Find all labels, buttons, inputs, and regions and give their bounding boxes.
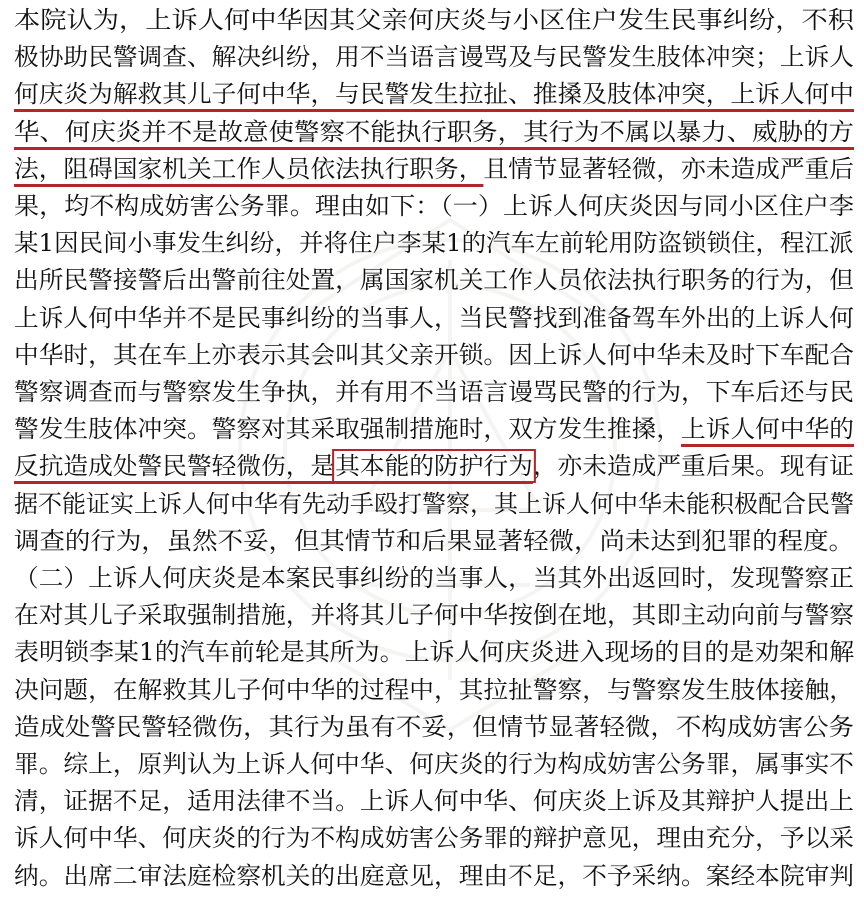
text-segment: 本院认为，上诉人何中华因其父亲何庆炎与小区住户发生民事纠纷，不积 — [14, 6, 854, 34]
text-line — [14, 149, 854, 189]
text-segment: 果，均不构成妨害公务罪。理由如下：（一）上诉人何庆炎因与同小区住户李 — [14, 192, 854, 220]
text-segment: 警发生肢体冲突。警察对其采取强制措施时，双方发生推搡， — [14, 415, 682, 444]
text-line — [14, 521, 854, 561]
underlined-text: 何庆炎为解救其儿子何中华，与民警发生拉扯、推搡及肢体冲突，上诉人何中 — [14, 80, 854, 109]
text-line — [14, 223, 854, 263]
text-line — [14, 856, 854, 896]
underlined-text: 反抗造成处警民警轻微伤，是 — [14, 452, 336, 481]
text-line — [14, 670, 854, 710]
text-line — [14, 298, 854, 338]
text-line — [14, 186, 854, 226]
text-line — [14, 632, 854, 672]
underlined-text: 法，阻碍国家机关工作人员依法执行职务， — [14, 154, 484, 183]
text-segment: 造成处警民警轻微伤，其行为虽有不妥，但情节显著轻微，不构成妨害公务 — [14, 712, 854, 741]
underlined-text: 华、何庆炎并不是故意使警察不能执行职务，其行为不属以暴力、威胁的方 — [14, 117, 854, 146]
text-segment: 表明锁李某1的汽车前轮是其所为。上诉人何庆炎进入现场的目的是劝架和解 — [14, 638, 855, 667]
text-segment: 决问题，在解救其儿子何中华的过程中，其拉扯警察，与警察发生肢体接触， — [14, 675, 854, 704]
text-line — [14, 558, 854, 598]
text-segment: 极协助民警调查、解决纠纷，用不当语言谩骂及与民警发生肢体冲突；上诉人 — [14, 43, 854, 72]
text-line — [14, 372, 854, 412]
text-line — [14, 707, 854, 747]
text-segment: 在对其儿子采取强制措施，并将其儿子何中华按倒在地，其即主动向前与警察 — [14, 601, 854, 630]
underlined-text: 其本能的防护行为 — [335, 452, 533, 481]
text-line — [14, 37, 854, 77]
text-line — [14, 818, 854, 858]
text-line — [14, 74, 854, 114]
text-segment: 上诉人何中华并不是民事纠纷的当事人，当民警找到准备驾车外出的上诉人何 — [14, 303, 854, 332]
text-line — [14, 446, 854, 486]
text-segment: 据不能证实上诉人何中华有先动手殴打警察，其上诉人何中华未能积极配合民警 — [14, 489, 854, 518]
text-line — [14, 484, 854, 524]
text-segment: 警察调查而与警察发生争执，并有用不当语言谩骂民警的行为，下车后还与民 — [14, 378, 854, 406]
text-segment: 清，证据不足，适用法律不当。上诉人何中华、何庆炎上诉及其辩护人提出上 — [14, 787, 854, 816]
text-segment: 出所民警接警后出警前往处置，属国家机关工作人员依法执行职务的行为，但 — [14, 266, 854, 295]
text-segment: 调查的行为，虽然不妥，但其情节和后果显著轻微，尚未达到犯罪的程度。 — [14, 526, 854, 555]
text-line — [14, 595, 854, 635]
text-segment: 中华时，其在车上亦表示其会叫其父亲开锁。因上诉人何中华未及时下车配合 — [14, 340, 854, 369]
text-segment: ，亦未造成严重后果。现有证 — [532, 452, 854, 481]
text-segment: 纳。出席二审法庭检察机关的出庭意见，理由不足，不予采纳。案经本院审判 — [14, 861, 854, 890]
text-line — [14, 0, 854, 40]
text-segment: 且情节显著轻微，亦未造成严重后 — [483, 154, 854, 183]
text-line — [14, 744, 854, 784]
text-line — [14, 409, 854, 449]
text-line — [14, 260, 854, 300]
text-segment: 诉人何中华、何庆炎的行为不构成妨害公务罪的辩护意见，理由充分，予以采 — [14, 824, 854, 853]
text-line — [14, 112, 854, 152]
text-line — [14, 781, 854, 821]
underlined-text: 上诉人何中华的 — [681, 415, 854, 444]
text-segment: 某1因民间小事发生纠纷，并将住户李某1的汽车左前轮用防盗锁锁住，程江派 — [14, 229, 854, 258]
text-segment: （二）上诉人何庆炎是本案民事纠纷的当事人，当其外出返回时，发现警察正 — [14, 564, 854, 592]
text-segment: 罪。综上，原判认为上诉人何中华、何庆炎的行为构成妨害公务罪，属事实不 — [14, 750, 854, 778]
text-line — [14, 335, 854, 375]
